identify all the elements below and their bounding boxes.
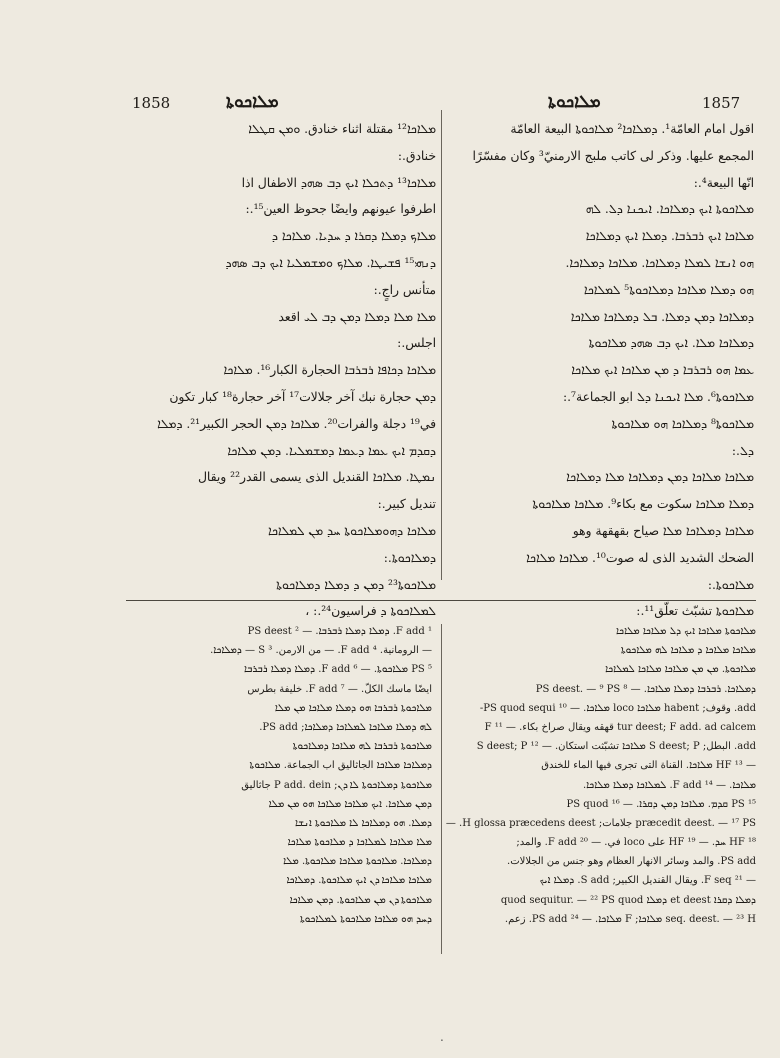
footnote-column-divider <box>441 624 442 954</box>
entry-line: ܡܠܐܟܐ ܕܡܠܐܟܐ ܡܠܐ صياح بقهقهة وهو <box>572 523 754 538</box>
entry-line: انّها البيعة⁴.: <box>693 175 754 190</box>
entry-line: ܥܡܐ ܗܘ ܪܒܪܒܐ ܕ ܡܢ ܡܠܐܟܐ ܐܝܟ ܡܠܐܟܐ <box>571 363 754 378</box>
entry-line: ܡܠܐܟܐ ܐܝܟ ܪܒܪܒܐ. ܕܡܠܐ ܐܝܟ ܕܡܠܐܟܐ <box>585 229 754 244</box>
entry-line: ܡܠܐܟܘܬܐ تشبّث تعلّق¹¹.: <box>636 604 754 619</box>
entry-line: ܕܠ.: <box>731 443 754 458</box>
entry-line: ܕܡܢ حجارة نبك آخر جلالات¹⁷ آخر حجارة¹⁸ كبار تكون <box>169 389 436 404</box>
entry-line: ܕܡܠܐܟܐ ܕܡܢ ܕܡܠܐ. ܒܠ ܕܡܠܐܟܐ ܡܠܐܟܐ <box>570 309 754 324</box>
entry-line: ܢܡܛܐ. ܡܠܐܟܐ القنديل الذى يسمى القدر²² ويقال <box>197 470 436 485</box>
footnote-line: — ²¹ F seq. ويقال القنديل الكبير; S add. ܕܡܠܐ ܐܝܟ <box>539 875 756 887</box>
bottom-margin-mark: . <box>440 1030 444 1044</box>
footnote-line: tur deest; F add. ad calcem قهقه ويقال صراخ بكاء. — ¹¹ F <box>484 721 756 733</box>
entry-line: خنادق.: <box>397 148 436 163</box>
footnote-line: ¹ F add. ܕܡܠܐ ܕܡܠܐ ܪܒܪܒܐ. — ² PS deest <box>247 626 432 637</box>
entry-line: ܡܠܐܟܐ ܕܗܘܡܠܐܟܘܬܐ ܚܕ ܡܢ ܠܡܠܐܟܐ <box>268 523 436 538</box>
right-page-number: 1857 <box>702 94 741 112</box>
footnote-line: ܡܠܐܟܐ ܡܠܐܟܐ ܕܢ ܐܝܟ ܡܠܐܟܘܬܐ. ܕܡܠܐܟܐ <box>286 875 432 887</box>
footnote-line: ⁵ PS ܡܠܐܟܘܬܐ. — ⁶ F add. ܕܡܠܐ ܕܡܠܐ ܪܒܪܒܐ <box>244 664 432 676</box>
footnote-line: — الرومانية. ⁴ F add. — من الارمن. ³ S — ܕܡܠܐܟܐ. <box>210 645 432 657</box>
right-footnotes <box>445 622 756 929</box>
entry-line: ܕܡܠܐܟܐ ܡܠܐ. ܐܝܟ ܕܒ ܣܗܕ ܡܠܐܟܘܬܐ <box>588 336 754 351</box>
entry-line: اجلس.: <box>397 336 436 351</box>
entry-line: ܡܠܐܟܘܬܐ⁸ ܕܡܠܐܟܐ ܗܘ ܡܠܐܟܘܬܐ <box>611 416 754 431</box>
footnote-line: seq. deest. — ²³ H ܡܠܐܟܐ; F ܡܠܐܟܐ. — ²⁴ PS add. زعم. <box>504 913 756 925</box>
footnote-line: ܡܠܐܟܐ ܡܠܐܟܐ ܕ ܡܠܐܟܐ ܠܗ ܡܠܐܟܘܬܐ <box>620 645 756 657</box>
entry-line: ܡܠܐܟܐ ܕܟܐܦܐ ܪܒܪܒܐ الحجارة الكبار¹⁶. ܡܠܐܟܐ <box>223 363 436 378</box>
footnote-line: ܡܠܐܟܘܬܐ ܕܡܠܐܟܘܬܐ ܠܐ ܕܢ; P add. dein جاثاليق <box>241 779 432 791</box>
entry-line: المجمع عليها. وذكر لى كاتب ملبج الارمنيّ³ وكان مفسّرًا <box>472 148 754 163</box>
footnote-line: ܡܠܐܟܘܬܐ ܪܒܪܒܐ ܗܘ ܕܡܠܐ ܡܠܐܟܐ ܡܢ ܡܠܐ <box>274 702 432 714</box>
footnote-line: ܡܠܐܟܘܬܐ. ܡܢ ܡܢ ܡܠܐܟܐ ܡܠܐܟܐ ܠܡܠܐܟܐ <box>605 664 756 676</box>
entry-line: ܡܠܐܟܐ¹³ ܕܬܟܠܐ ܐܝܟ ܕܒ ܣܗܕ الاطفال اذا <box>241 175 436 190</box>
entry-line: ܕܡܠܐܟܘܬܐ.: <box>383 550 436 565</box>
entry-line: ܕܩܕܡ ܐܝܟ ܥܡܐ ܕܥܡܐ ܕܡܫܡܠܝܐ. ܕܡܢ ܡܠܐܟܐ <box>227 443 436 458</box>
entry-line: ܡܠܐܟ ܕܡܠܐ ܕܩܪܐ ܕ ܚܕܝܐ. ܡܠܐܟܐ ܕ <box>271 229 436 244</box>
footnote-line: ¹⁵ PS ܩܕܡ. ܡܠܐܟܐ ܕܡܢ ܕܩܪܐ. — ¹⁶ PS quod <box>566 798 756 810</box>
footnote-line: ܡܠܐܟܘܬܐ ܕܢ ܡܢ ܡܠܐܟܘܬܐ. ܕܡܢ ܡܠܐܟܐ <box>289 894 432 906</box>
footnote-line: ܡܠܐܟܘܬܐ ܪܒܪܒܐ ܠܗ ܡܠܐܟܐ ܕܡܠܐܟܘܬܐ <box>292 741 432 753</box>
entry-line: الضحك الشديد الذى له صوت¹⁰. ܡܠܐܟܐ ܡܠܐܟܐ <box>526 550 754 565</box>
entry-line: ܗܘ ܐܢܫܐ ܠܡܠܐ ܕܡܠܐܟܐ. ܡܠܐܟܐ ܕܡܠܐܟܐ. <box>565 255 754 270</box>
entry-line: اطرفوا عيونهم وايضًا جحوظ العين¹⁵.: <box>245 202 436 217</box>
left-page-number: 1858 <box>132 94 171 112</box>
entry-line: ܡܠܐܟܐ¹² مقتلة اثناء خنادق. ܘܡܢ ܩܛܠܐ <box>248 122 436 136</box>
entry-line: ܡܠܐܟܘܬܐ ܐܝܟ ܕܡܠܐܟܐ. ܐܝܟܢܐ ܕܠ. ܠܗ <box>585 202 754 217</box>
footnote-line: ܕܡܢ ܡܠܐܟܐ. ܐܝܟ ܡܠܐܟܐ ܡܠܐܟܐ ܗܘ ܡܢ ܡܠܐ <box>268 798 432 810</box>
footnote-line: præcedit deest. — ¹⁷ PS جلامات; H glossa præcedens deest. — <box>445 817 756 829</box>
footnote-line: PS add. والمد وسائر الانهار العظام وهو جنس من الجلالات. <box>507 856 756 868</box>
entry-line: ܡܠܐܟܐ ܡܠܐܟܐ ܕܡܢ ܕܡܠܐܟܐ ܡܠܐ ܕܡܠܐܟܐ <box>566 470 754 485</box>
footnote-line: ¹⁸ HF ܚܕ. — ¹⁹ HF على loco في. — ²⁰ F add. والمد; <box>516 837 756 849</box>
footnote-line: add. وقوف; habent ܡܠܐܟܐ loco ܡܠܐܟܐ. — ¹⁰ PS quod sequi- <box>479 702 756 714</box>
footnote-line: ܕܡܠܐ ܕܩܪܐ et deest ܕܡܠܐ quod sequitur. — ²² PS quod <box>500 894 756 906</box>
footnote-line: ܕܡܠܐ. ܗܘ ܕܡܠܐܟܐ ܠܐ ܡܠܐܟܘܬܐ ܐܢܫܐ <box>295 817 432 829</box>
footnote-line: ܡܠܐ ܡܠܐܟܐ ܠܡܠܐܟܐ ܕ ܡܠܐܟܘܬܐ ܡܠܐܟܐ <box>287 837 432 849</box>
footnote-line: — ¹³ HF ܡܠܐܟܐ. القناة التى تجرى فيها الماء للخندق <box>541 760 756 772</box>
footnote-line: ܠܗ ܕܡܠܐ ܡܠܐܟܐ ܠܡܠܐܟܐ ܕܡܠܐܟܐ; PS add. <box>259 721 432 733</box>
entry-line: ܡܠܐܟܘܬܐ⁶. ܡܠܐ ܐܝܟܢܐ ܕܠ ابو الجماعة⁷.: <box>562 389 754 404</box>
footnote-line: ܕܚܕ ܗܘ ܡܠܐܟܐ ܡܠܐܟܘܬܐ ܠܡܠܐܟܘܬܐ <box>299 913 432 925</box>
footnote-line: ܕܡܠܐܟܐ. ܡܠܐܟܘܬܐ ܡܠܐܟܐ ܡܠܐܟܘܬܐ. ܡܠܐ <box>283 856 432 868</box>
footnote-line: ܡܠܐܟܐ. — ¹⁴ F add. ܠܡܠܐܟܐ ܕܡܠܐ ܡܠܐܟܐ. <box>582 779 756 791</box>
entry-line: متأنس راجٍ.: <box>373 282 436 297</box>
entry-line: ܗܘ ܕܡܠܐ ܡܠܐܟܐ ܕܡܠܐܟܘܬܐ⁵ ܠܡܠܐܟܐ <box>583 282 754 297</box>
footnote-line: ܕܡܠܐܟܐ ܡܠܐܟܐ الجاثاليق اب الجماعة. ܡܠܐܟܘܬܐ <box>249 760 432 772</box>
right-column-text <box>448 116 754 625</box>
footnote-line: ܡܠܐܟܘܬܐ ܡܠܐܟܐ ܐܝܟ ܕܠ ܡܠܐܟܐ ܡܠܐܟܐ <box>616 626 756 637</box>
entry-line: ܡܠܐܟܘܬܐ²³ ܕܡܢ ܕ ܕܡܠܐ ܕܡܠܐܟܘܬܐ <box>276 577 436 592</box>
left-running-head: ܡܠܐܟܘܬܐ <box>226 92 279 112</box>
right-running-head: ܡܠܐܟܘܬܐ <box>548 92 601 112</box>
entry-line: ܕܢܗܝ¹⁵ ܦܫܝܛܐ. ܡܠܐܟ ܘܡܫܡܠܝܐ ܐܝܟ ܕܒ ܣܗܕ <box>225 255 436 270</box>
entry-line: ܡܠܐ ܡܠܐ ܕܡܠܐ ܕܡܢ ܕܒ ܠܝ اقعد <box>278 309 436 324</box>
entry-line: اقول امام العامّة¹. ܕܡܠܐܟܐ² ܡܠܐܟܘܬܐ البيعة العامّة <box>510 122 754 136</box>
entry-line: في¹⁹ دجلة والفرات²⁰. ܡܠܐܟܐ ܕܡܢ الحجر الكبير²¹. ܕܡܠܐ <box>157 416 436 431</box>
footnote-line: add. البطل; S deest; P ܡܠܐܟܐ تشبّثت استكان. — ¹² S deest; P <box>476 741 756 753</box>
column-divider <box>441 110 442 580</box>
left-column-text <box>126 116 436 625</box>
entry-line: تنديل كبير.: <box>377 497 436 512</box>
entry-line: ܠܡܠܐܟܘܬܐ ܕ فراسيون²⁴.: ، <box>305 604 436 619</box>
entry-line: ܡܠܐܟܘܬܐ.: <box>707 577 754 592</box>
footnote-line: ايضًا ماسك الكلّ. — ⁷ F add. خليفة بطرس <box>247 683 432 695</box>
entry-line: ܕܡܠܐ ܡܠܐܟܐ سكوت مع بكاء⁹. ܡܠܐܟܐ ܡܠܐܟܘܬܐ <box>532 497 754 512</box>
left-footnotes <box>126 622 432 929</box>
footnote-line: ܕܡܠܐܟܐ. ܪܒܪܒܐ ܕܡܠܐ ܡܠܐܟܐ. — ⁸ PS deest. — ⁹ PS <box>535 683 756 695</box>
footnote-separator <box>126 600 756 601</box>
